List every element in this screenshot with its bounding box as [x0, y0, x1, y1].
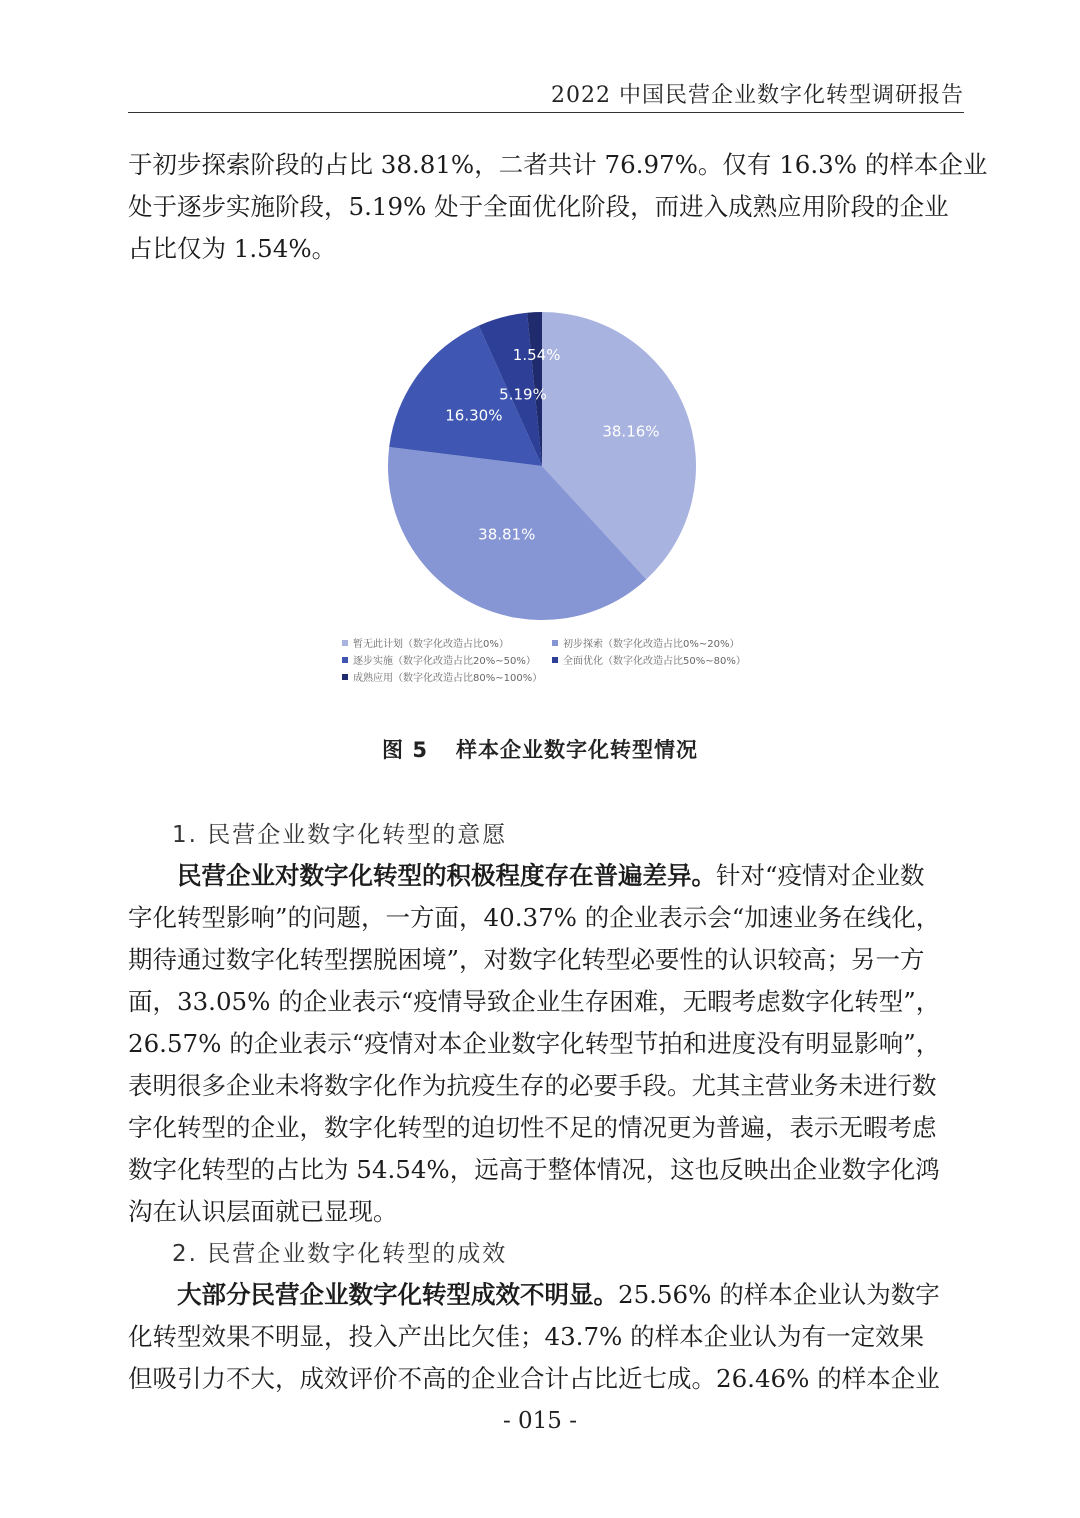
intro-paragraph: [128, 144, 988, 270]
figure-number: 图 5: [382, 738, 428, 762]
chart-legend: [342, 634, 762, 685]
legend-item: 暂无此计划（数字化改造占比0%）: [342, 634, 552, 651]
legend-swatch: [552, 657, 558, 663]
figure-title: 样本企业数字化转型情况: [455, 738, 698, 762]
section-heading: 2. 民营企业数字化转型的成效: [172, 1241, 508, 1267]
section2-paragraph: [128, 1274, 964, 1400]
legend-item: 全面优化（数字化改造占比50%~80%）: [552, 651, 746, 668]
text-line: 民营企业对数字化转型的积极程度存在普遍差异。针对“疫情对企业数: [177, 861, 925, 890]
legend-swatch: [342, 657, 348, 663]
pie-slice-label: 5.19%: [499, 385, 547, 404]
text-line: 26.57% 的企业表示“疫情对本企业数字化转型节拍和进度没有明显影响”，: [128, 1029, 941, 1058]
text-line: 数字化转型的占比为 54.54%，远高于整体情况，这也反映出企业数字化鸿: [128, 1155, 940, 1184]
text-line: 表明很多企业未将数字化作为抗疫生存的必要手段。尤其主营业务未进行数: [128, 1071, 937, 1100]
pie-slice-label: 38.81%: [478, 525, 536, 544]
pie-chart-svg: [330, 300, 770, 620]
text-line: 字化转型的企业，数字化转型的迫切性不足的情况更为普遍，表示无暇考虑: [128, 1113, 937, 1142]
lead-sentence: 民营企业对数字化转型的积极程度存在普遍差异。: [177, 861, 716, 890]
text-line: 沟在认识层面就已显现。: [128, 1197, 398, 1226]
section-heading: 1. 民营企业数字化转型的意愿: [172, 822, 508, 848]
pie-slice-label: 16.30%: [445, 406, 503, 425]
legend-swatch: [552, 640, 558, 646]
section1-paragraph: [128, 855, 964, 1233]
pie-slice-label: 1.54%: [512, 346, 561, 365]
text-line: 面，33.05% 的企业表示“疫情导致企业生存困难，无暇考虑数字化转型”，: [128, 987, 941, 1016]
text-line: 大部分民营企业数字化转型成效不明显。25.56% 的样本企业认为数字: [177, 1280, 940, 1309]
header-rule: [128, 112, 964, 113]
page-number: - 015 -: [502, 1408, 578, 1434]
pie-slice-label: 38.16%: [602, 422, 660, 441]
legend-swatch: [342, 674, 348, 680]
figure-caption: [0, 734, 1080, 764]
text-line: 字化转型影响”的问题，一方面，40.37% 的企业表示会“加速业务在线化，: [128, 903, 941, 932]
legend-item: 初步探索（数字化改造占比0%~20%）: [552, 634, 739, 651]
lead-sentence: 大部分民营企业数字化转型成效不明显。: [177, 1280, 618, 1309]
text-line: 于初步探索阶段的占比 38.81%，二者共计 76.97%。仅有 16.3% 的样本企业: [128, 150, 988, 179]
text-line: 但吸引力不大，成效评价不高的企业合计占比近七成。26.46% 的样本企业: [128, 1364, 940, 1393]
running-header: 2022 中国民营企业数字化转型调研报告: [551, 83, 964, 108]
legend-item: 逐步实施（数字化改造占比20%~50%）: [342, 651, 552, 668]
legend-item: 成熟应用（数字化改造占比80%~100%）: [342, 668, 552, 685]
text-line: 期待通过数字化转型摆脱困境”，对数字化转型必要性的认识较高；另一方: [128, 945, 925, 974]
text-line: 占比仅为 1.54%。: [128, 234, 337, 263]
text-line: 化转型效果不明显，投入产出比欠佳；43.7% 的样本企业认为有一定效果: [128, 1322, 925, 1351]
legend-swatch: [342, 640, 348, 646]
text-line: 处于逐步实施阶段，5.19% 处于全面优化阶段，而进入成熟应用阶段的企业: [128, 192, 949, 221]
